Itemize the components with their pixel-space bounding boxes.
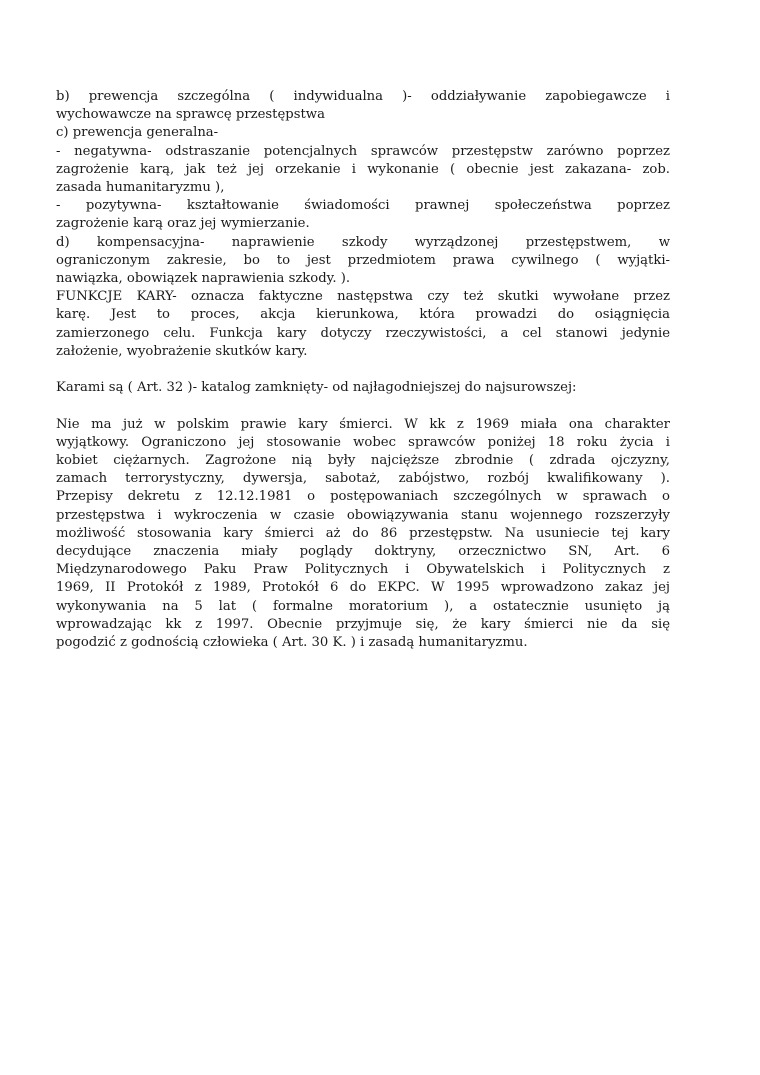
text-line: - negatywna- odstraszanie potencjalnych sprawców przestępstw zarówno poprzez [56, 143, 670, 159]
text-line: b) prewencja szczególna ( indywidualna )- oddziaływanie zapobiegawcze i [56, 89, 670, 104]
text-line: ograniczonym zakresie, bo to jest przedmiotem prawa cywilnego ( wyjątki- [56, 252, 670, 268]
paragraph-gap [56, 397, 670, 415]
text-line: d) kompensacyjna- naprawienie szkody wyrządzonej przestępstwem, w [56, 234, 670, 250]
document-page [56, 88, 670, 652]
text-line: decydujące znaczenia miały poglądy doktryny, orzecznictwo SN, Art. 6 [56, 544, 670, 560]
text-line: Karami są ( Art. 32 )- katalog zamknięty- od najłagodniejszej do najsurowszej: [56, 380, 577, 396]
text-line: zasada humanitaryzmu ), [56, 180, 225, 196]
text-line: 1969, II Protokół z 1989, Protokół 6 do EKPC. W 1995 wprowadzono zakaz jej [56, 580, 670, 596]
text-line: - pozytywna- kształtowanie świadomości prawnej społeczeństwa poprzez [56, 198, 670, 214]
paragraph-functions [56, 88, 670, 361]
text-line: zagrożenie karą oraz jej wymierzanie. [56, 216, 310, 232]
text-line: nawiązka, obowiązek naprawienia szkody. ). [56, 271, 351, 287]
paragraph-death-penalty [56, 416, 670, 653]
text-line: pogodzić z godnością człowieka ( Art. 30 K. ) i zasadą humanitaryzmu. [56, 635, 528, 651]
text-line: Przepisy dekretu z 12.12.1981 o postępowaniach szczególnych w sprawach o [56, 489, 670, 505]
text-line: Nie ma już w polskim prawie kary śmierci. W kk z 1969 miała ona charakter [56, 416, 670, 432]
text-line: kobiet ciężarnych. Zagrożone nią były najcięższe zbrodnie ( zdrada ojczyzny, [56, 453, 670, 469]
paragraph-gap [56, 361, 670, 379]
text-line: FUNKCJE KARY- oznacza faktyczne następstwa czy też skutki wywołane przez [56, 289, 670, 305]
text-line: zamierzonego celu. Funkcja kary dotyczy rzeczywistości, a cel stanowi jedynie [56, 325, 670, 341]
text-line: wprowadzając kk z 1997. Obecnie przyjmuje się, że kary śmierci nie da się [56, 616, 670, 632]
text-line: zagrożenie karą, jak też jej orzekanie i wykonanie ( obecnie jest zakazana- zob. [56, 161, 670, 177]
text-line: przestępstwa i wykroczenia w czasie obowiązywania stanu wojennego rozszerzyły [56, 507, 670, 523]
text-line: karę. Jest to proces, akcja kierunkowa, która prowadzi do osiągnięcia [56, 307, 670, 323]
text-line: Międzynarodowego Paku Praw Politycznych i Obywatelskich i Politycznych z [56, 562, 670, 578]
text-line: zamach terrorystyczny, dywersja, sabotaż, zabójstwo, rozbój kwalifikowany ). [56, 471, 670, 487]
paragraph-penalties-catalog [56, 379, 670, 397]
text-line: wykonywania na 5 lat ( formalne moratorium ), a ostatecznie usunięto ją [56, 598, 670, 614]
text-line: założenie, wyobrażenie skutków kary. [56, 343, 308, 359]
text-line: możliwość stosowania kary śmierci aż do 86 przestępstw. Na usuniecie tej kary [56, 525, 670, 541]
text-line: wychowawcze na sprawcę przestępstwa [56, 107, 325, 123]
text-line: wyjątkowy. Ograniczono jej stosowanie wobec sprawców poniżej 18 roku życia i [56, 434, 670, 450]
text-line: c) prewencja generalna- [56, 125, 219, 141]
